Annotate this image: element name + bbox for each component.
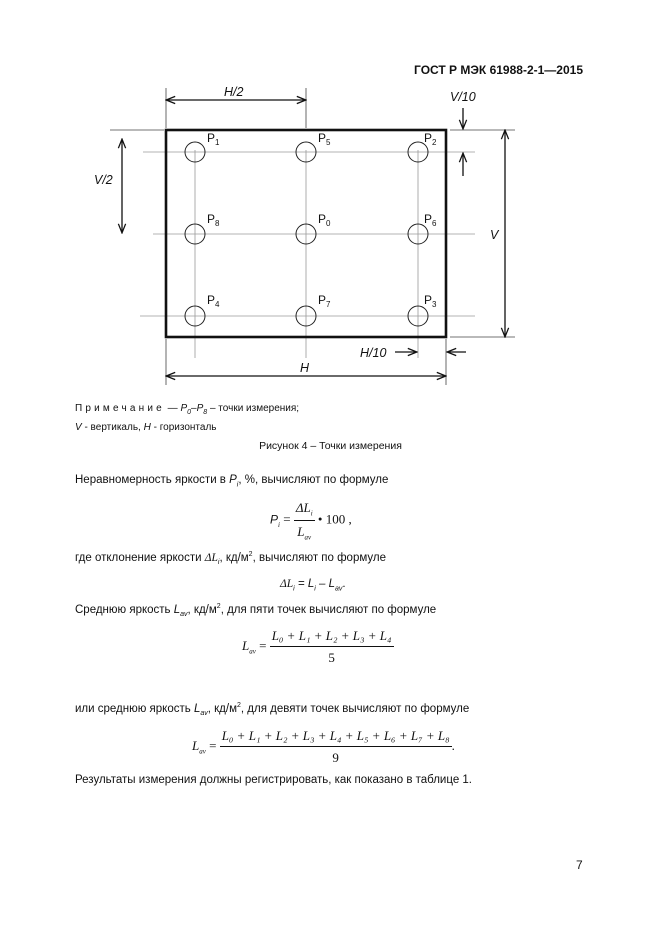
figure-caption: Рисунок 4 – Точки измерения: [259, 440, 402, 452]
paragraph-average-nine: или среднюю яркость $L_{av}$, $кд/м^2$, для девяти точек вычисляют по формуле: [75, 702, 470, 718]
point-label-p8: $P_8$: [207, 212, 220, 228]
dim-label-h-tenth: H/10: [360, 346, 387, 360]
dim-label-v: V: [490, 228, 499, 242]
dim-label-v-half: V/2: [94, 173, 113, 187]
point-label-p2: $P_2$: [424, 131, 437, 147]
figure-legend: V - вертикаль, H - горизонталь: [75, 422, 217, 433]
formula-average-nine: $L_{av}$ = $\frac{\text{L₀ + L₁ + L₂ + L₃ + L₄ + L₅ + L₆ + L₇ + L₈}}{9}$ .: [192, 728, 455, 765]
paragraph-deviation: где отклонение яркости $\Delta L_i$, $кд/м^2$, вычисляют по формуле: [75, 551, 386, 567]
dim-label-v-tenth: V/10: [450, 90, 476, 104]
formula-nonuniformity: $P_i$ = $\frac{\Delta L_i}{L_{av}}$ • 100 ,: [270, 500, 352, 542]
point-label-p0: $P_0$: [318, 212, 331, 228]
point-label-p7: $P_7$: [318, 293, 331, 309]
grid-lines: [140, 150, 475, 358]
paragraph-average-five: Среднюю яркость $L_{av}$, $кд/м^2$, для пяти точек вычисляют по формуле: [75, 603, 437, 619]
point-label-p3: $P_3$: [424, 293, 437, 309]
point-label-p6: $P_6$: [424, 212, 437, 228]
point-label-p4: $P_4$: [207, 293, 220, 309]
formula-deviation: $\Delta L_i = L_i - L_{av}$.: [280, 578, 346, 593]
paragraph-results: Результаты измерения должны регистрировать, как показано в таблице 1.: [75, 774, 472, 786]
dim-label-h-half: H/2: [224, 85, 244, 99]
note-word: Примечание: [75, 403, 165, 414]
measurement-points-figure: [0, 0, 661, 400]
figure-note: Примечание — $P_0-P_8$ – точки измерения;: [75, 403, 300, 416]
document-code: ГОСТ Р МЭК 61988-2-1—2015: [414, 63, 583, 77]
page-number: 7: [576, 858, 583, 872]
point-label-p1: $P_1$: [207, 131, 220, 147]
paragraph-nonuniformity: Неравномерность яркости в $P_i$, %, вычисляют по формуле: [75, 474, 389, 489]
point-label-p5: $P_5$: [318, 131, 331, 147]
extension-lines: [110, 88, 515, 385]
formula-average-five: $L_{av}$ = $\frac{\text{L₀ + L₁ + L₂ + L₃ + L₄}}{5}$: [242, 628, 392, 665]
dim-label-h: H: [300, 361, 310, 375]
